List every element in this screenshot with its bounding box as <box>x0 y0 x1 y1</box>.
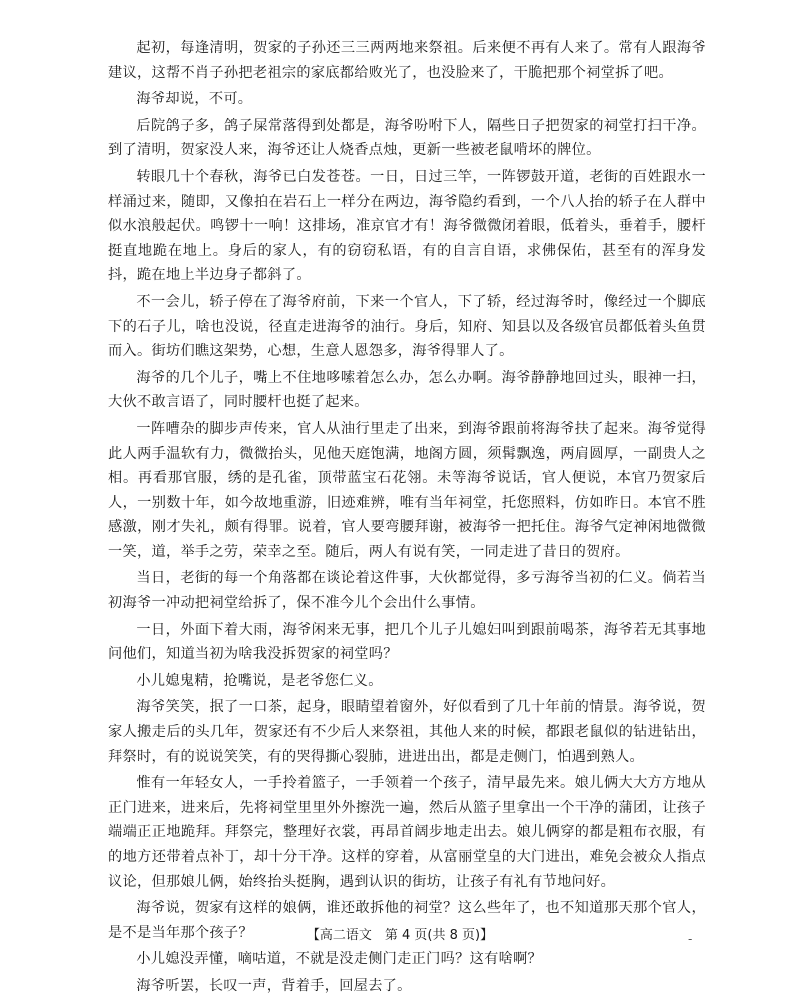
page-footer: 【高二语文 第 4 页(共 8 页)】 <box>306 928 494 943</box>
paragraph: 一日，外面下着大雨，海爷闲来无事，把几个儿子儿媳妇叫到跟前喝茶，海爷若无其事地问他们，知道当初为啥我没拆贺家的祠堂吗？ <box>108 621 706 663</box>
article-body <box>108 36 706 1001</box>
paragraph: 后院鸽子多，鸽子屎常落得到处都是，海爷吩咐下人，隔些日子把贺家的祠堂打扫干净。到了清明，贺家没人来，海爷还让人烧香点烛，更新一些被老鼠啃坏的牌位。 <box>108 117 706 159</box>
paragraph: 惟有一年轻女人，一手拎着篮子，一手领着一个孩子，清早最先来。娘儿俩大大方方地从正门进来，进来后，先将祠堂里里外外擦洗一遍，然后从篮子里拿出一个干净的蒲团，让孩子端端正正地跪拜。拜祭完，整理好衣裳，再昂首阔步地走出去。娘儿俩穿的都是粗布衣服，有的地方还带着点补丁，却十分干净。这样的穿着，从富丽堂皇的大门进出，难免会被众人指点议论，但那娘儿俩，始终抬头挺胸，遇到认识的街坊，让孩子有礼有节地问好。 <box>108 775 706 890</box>
paragraph: 海爷听罢，长叹一声，背着手，回屋去了。 <box>136 977 412 994</box>
paragraph: 一阵嘈杂的脚步声传来，官人从油行里走了出来，到海爷跟前将海爷扶了起来。海爷觉得此人两手温软有力，微微抬头，见他天庭饱满，地阁方圆，须髯飘逸，两肩圆厚，一副贵人之相。再看那官服，绣的是孔雀，顶带蓝宝石花翎。未等海爷说话，官人便说，本官乃贺家后人，一别数十年，如今故地重游，旧迹难辨，唯有当年祠堂，托您照料，仿如昨日。本官不胜感激，刚才失礼，颇有得罪。说着，官人要弯腰拜谢，被海爷一把托住。海爷气定神闲地微微一笑，道，举手之劳，荣幸之至。随后，两人有说有笑，一同走进了昔日的贺府。 <box>108 420 706 560</box>
paragraph: 海爷却说，不可。 <box>136 91 253 108</box>
paragraph: 海爷说，贺家有这样的娘俩，谁还敢拆他的祠堂？这么些年了，也不知道那天那个官人，是不是当年那个孩子？ <box>108 900 706 941</box>
paragraph: 当日，老街的每一个角落都在谈论着这件事，大伙都觉得，多亏海爷当初的仁义。倘若当初海爷一冲动把祠堂给拆了，保不准今儿个会出什么事情。 <box>108 570 706 612</box>
paragraph: 转眼几十个春秋，海爷已白发苍苍。一日，日过三竿，一阵锣鼓开道，老街的百姓跟水一样涌过来，随即，又像拍在岩石上一样分在两边，海爷隐约看到，一个八人抬的轿子在人群中似水浪般起伏。鸣锣十一响！这排场，准京官才有！海爷微微闭着眼，低着头，垂着手，腰杆挺直地跪在地上。身后的家人，有的窃窃私语，有的自言自语，求佛保佑，甚至有的浑身发抖，跪在地上半边身子都斜了。 <box>108 168 706 284</box>
corner-mark: - <box>688 932 693 946</box>
paragraph: 小儿媳鬼精，抢嘴说，是老爷您仁义。 <box>136 672 383 689</box>
paragraph: 起初，每逢清明，贺家的子孙还三三两两地来祭祖。后来便不再有人来了。常有人跟海爷建议，这帮不肖子孙把老祖宗的家底都给败光了，也没脸来了，干脆把那个祠堂拆了吧。 <box>108 40 706 81</box>
paragraph: 海爷的几个儿子，嘴上不住地哆嗦着怎么办，怎么办啊。海爷静静地回过头，眼神一扫，大伙不敢言语了，同时腰杆也挺了起来。 <box>108 369 706 411</box>
paragraph: 海爷笑笑，抿了一口茶，起身，眼睛望着窗外，好似看到了几十年前的情景。海爷说，贺家人搬走后的头几年，贺家还有不少后人来祭祖，其他人来的时候，都跟老鼠似的钻进钻出，拜祭时，有的说说笑笑，有的哭得撕心裂肺，进进出出，都是走侧门，怕遇到熟人。 <box>108 699 706 765</box>
paragraph: 不一会儿，轿子停在了海爷府前，下来一个官人，下了轿，经过海爷时，像经过一个脚底下的石子儿，啥也没说，径直走进海爷的油行。身后，知府、知县以及各级官员都低着头鱼贯而入。街坊们瞧这架势，心想，生意人恩怨多，海爷得罪人了。 <box>108 293 706 360</box>
paragraph: 小儿媳没弄懂，嘀咕道，不就是没走侧门走正门吗？这有啥啊？ <box>136 951 543 968</box>
